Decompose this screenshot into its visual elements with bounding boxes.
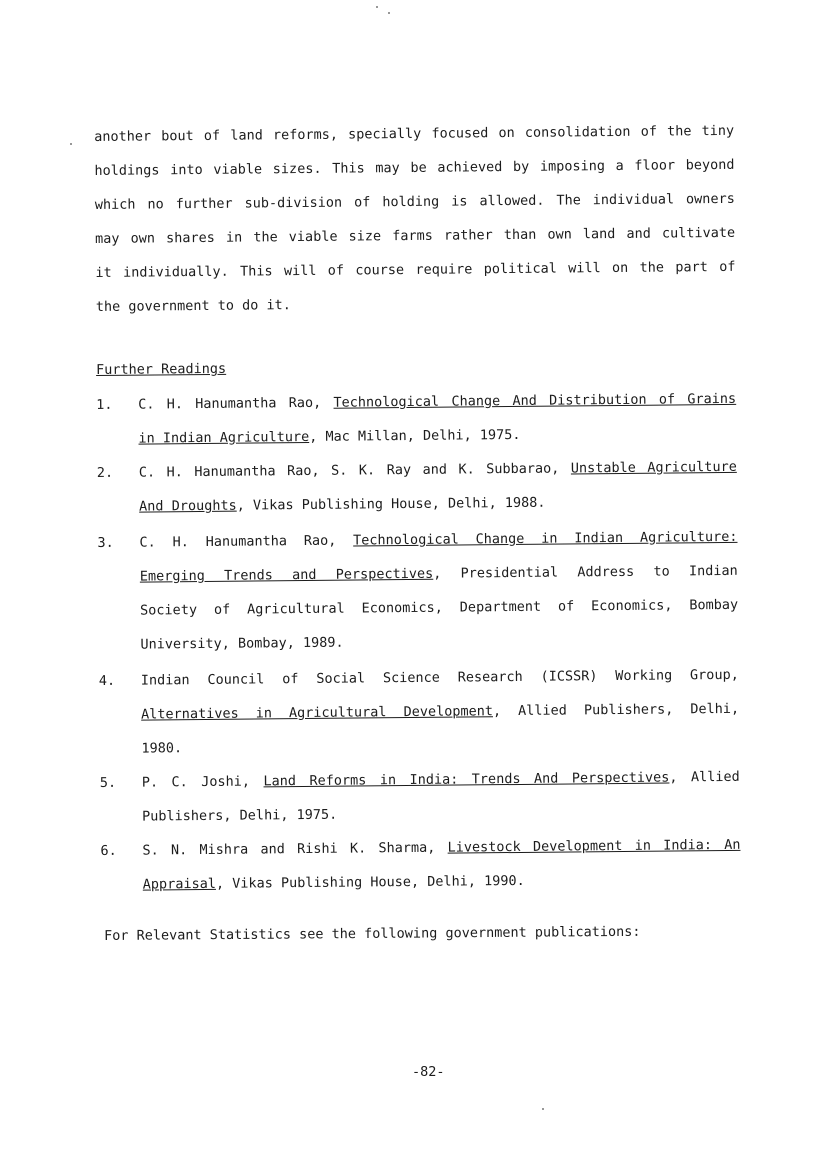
reference-item [100, 760, 741, 834]
reference-item [97, 450, 738, 524]
reference-line [142, 828, 740, 868]
body-paragraph [94, 114, 736, 324]
reference-title: Livestock Development in India: An [447, 836, 741, 856]
reference-number: 1. [96, 396, 113, 413]
reference-line [138, 416, 736, 456]
reference-segment: , Vikas Publishing House, Delhi, 1988. [236, 494, 546, 514]
reference-segment: C. H. Hanumantha Rao, [139, 532, 354, 551]
reference-line [141, 658, 739, 698]
reference-title: Emerging Trends and Perspectives [139, 565, 434, 585]
reference-segment: Publishers, Delhi, 1975. [142, 806, 338, 825]
reference-line [139, 450, 737, 490]
reference-segment: S. N. Mishra and Rishi K. Sharma, [142, 839, 448, 859]
scan-speck [542, 1108, 544, 1110]
scan-speck [388, 12, 390, 14]
reference-segment: , Vikas Publishing House, Delhi, 1990. [215, 872, 525, 892]
reference-item [99, 658, 740, 766]
reference-line [142, 794, 740, 834]
reference-segment: Indian Council of Social Science Research (ICSSR) Working Group, [140, 666, 739, 689]
paragraph-line: another bout of land reforms, specially focused on consolidation of the tiny [94, 122, 735, 145]
reference-title: Alternatives in Agricultural Development [141, 703, 494, 723]
reference-title: Technological Change in Indian Agriculture: [353, 528, 738, 549]
reference-line [140, 588, 738, 628]
reference-text [142, 760, 741, 834]
reference-number: 4. [98, 672, 116, 689]
reference-text [141, 658, 740, 766]
scan-speck [376, 6, 378, 8]
reference-line [139, 520, 737, 560]
reference-line [142, 760, 740, 800]
reference-title: And Droughts [139, 497, 237, 515]
reference-segment: , Allied Publishers, Delhi, [492, 700, 740, 720]
reference-text [138, 382, 737, 456]
reference-line [141, 726, 739, 766]
reference-line [140, 622, 738, 662]
reference-title: Land Reforms in India: Trends And Perspectives [263, 769, 670, 790]
further-readings-heading: Further Readings [96, 360, 227, 378]
reference-number: 6. [100, 842, 117, 859]
reference-segment: , Allied [669, 768, 740, 786]
reference-text [142, 828, 741, 902]
reference-text [139, 450, 738, 524]
reference-line [140, 554, 738, 594]
reference-item [100, 828, 741, 902]
reference-segment: C. H. Hanumantha Rao, [138, 394, 334, 413]
reference-number: 3. [97, 534, 114, 551]
reference-title: in Indian Agriculture [138, 428, 310, 447]
reference-text [139, 520, 738, 662]
reference-title: Appraisal [142, 875, 216, 893]
paragraph-line: which no further sub-division of holding is allowed. The individual owners [94, 190, 735, 213]
reference-segment: , Presidential Address to Indian [433, 562, 738, 582]
reference-line [139, 484, 737, 524]
statistics-note: For Relevant Statistics see the following government publications: [104, 923, 641, 944]
reference-segment: , Mac Millan, Delhi, 1975. [309, 426, 521, 445]
reference-line [143, 862, 741, 902]
reference-line [138, 382, 736, 422]
reference-title: Unstable Agriculture [570, 458, 737, 477]
paragraph-line: holdings into viable sizes. This may be achieved by imposing a floor beyond [94, 156, 735, 179]
reference-item [96, 382, 737, 456]
reference-segment: C. H. Hanumantha Rao, S. K. Ray and K. Subbarao, [138, 460, 571, 481]
reference-segment: Society of Agricultural Economics, Department of Economics, Bombay [140, 596, 739, 619]
reference-segment: University, Bombay, 1989. [140, 634, 344, 653]
reference-number: 2. [96, 464, 114, 481]
reference-line [141, 692, 739, 732]
scan-speck [70, 143, 72, 145]
reference-list [96, 382, 741, 902]
page-number: -82- [412, 1064, 445, 1080]
reference-title: Technological Change And Distribution of Grains [333, 390, 737, 411]
reference-segment: P. C. Joshi, [141, 773, 264, 791]
reference-number: 5. [99, 774, 117, 791]
paragraph-line: it individually. This will of course require political will on the part of [95, 258, 736, 281]
reference-item [97, 520, 738, 662]
paragraph-line: the government to do it. [95, 297, 291, 315]
paragraph-line: may own shares in the viable size farms rather than own land and cultivate [95, 224, 736, 247]
reference-segment: 1980. [141, 740, 183, 757]
